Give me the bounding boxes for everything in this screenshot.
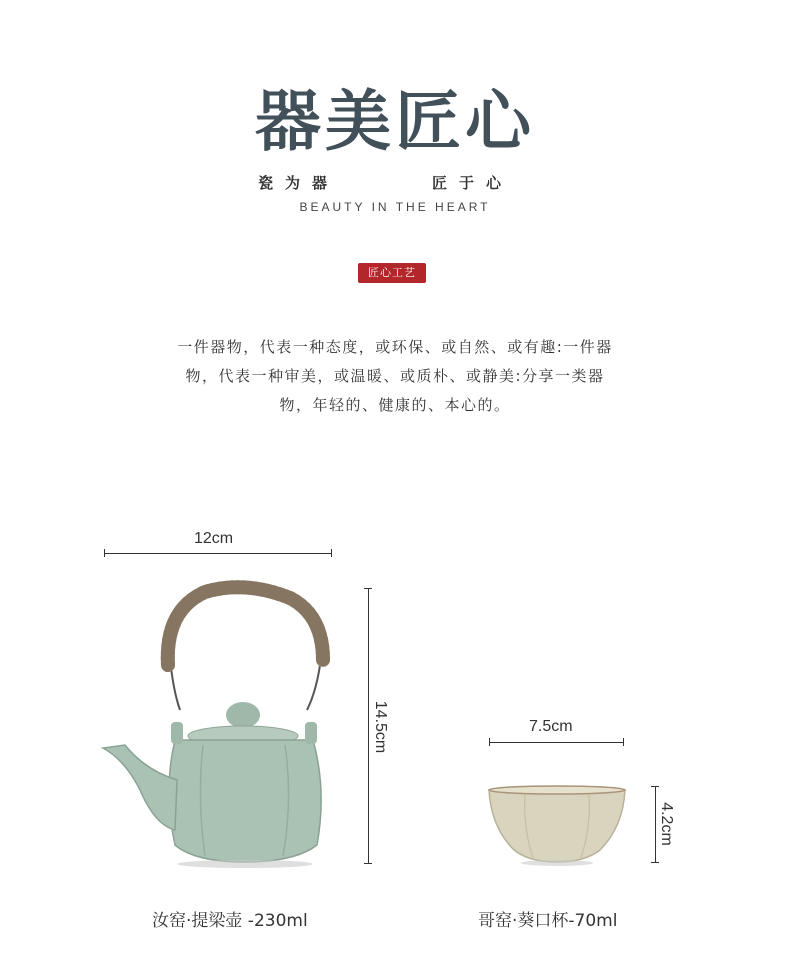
teapot-height-cap <box>364 588 372 589</box>
cup-caption: 哥窑·葵口杯-70ml <box>478 911 618 931</box>
subtitle-english: BEAUTY IN THE HEART <box>299 200 491 214</box>
subtitle-left: 瓷为器 <box>258 174 340 192</box>
cup-width-line <box>489 742 624 743</box>
description-line: 物，代表一种审美，或温暖、或质朴、或静美:分享一类器 <box>185 367 605 385</box>
teapot-height-label: 14.5cm <box>372 700 389 754</box>
teapot-width-cap <box>331 549 332 557</box>
subtitle-right: 匠于心 <box>432 174 514 192</box>
description-line: 物，年轻的、健康的、本心的。 <box>279 396 511 414</box>
cup-height-cap <box>651 862 659 863</box>
teapot-width-label: 12cm <box>194 530 234 547</box>
teapot-width-line <box>104 553 332 554</box>
cup-image <box>485 782 630 867</box>
cup-height-line <box>655 786 656 863</box>
cup-width-label: 7.5cm <box>529 718 573 735</box>
cup-width-cap <box>623 738 624 746</box>
description <box>130 333 660 420</box>
cup-width-cap <box>489 738 490 746</box>
page-title: 器美匠心 <box>255 82 535 160</box>
description-line: 一件器物，代表一种态度，或环保、或自然、或有趣:一件器 <box>177 338 613 356</box>
cup-height-label: 4.2cm <box>658 802 675 846</box>
seal-stamp: 匠心工艺 <box>358 263 426 283</box>
teapot-image <box>95 580 345 870</box>
cup-height-cap <box>651 786 659 787</box>
teapot-height-cap <box>364 863 372 864</box>
teapot-height-line <box>368 588 369 864</box>
teapot-caption: 汝窑·提梁壶 -230ml <box>152 911 308 931</box>
teapot-width-cap <box>104 549 105 557</box>
